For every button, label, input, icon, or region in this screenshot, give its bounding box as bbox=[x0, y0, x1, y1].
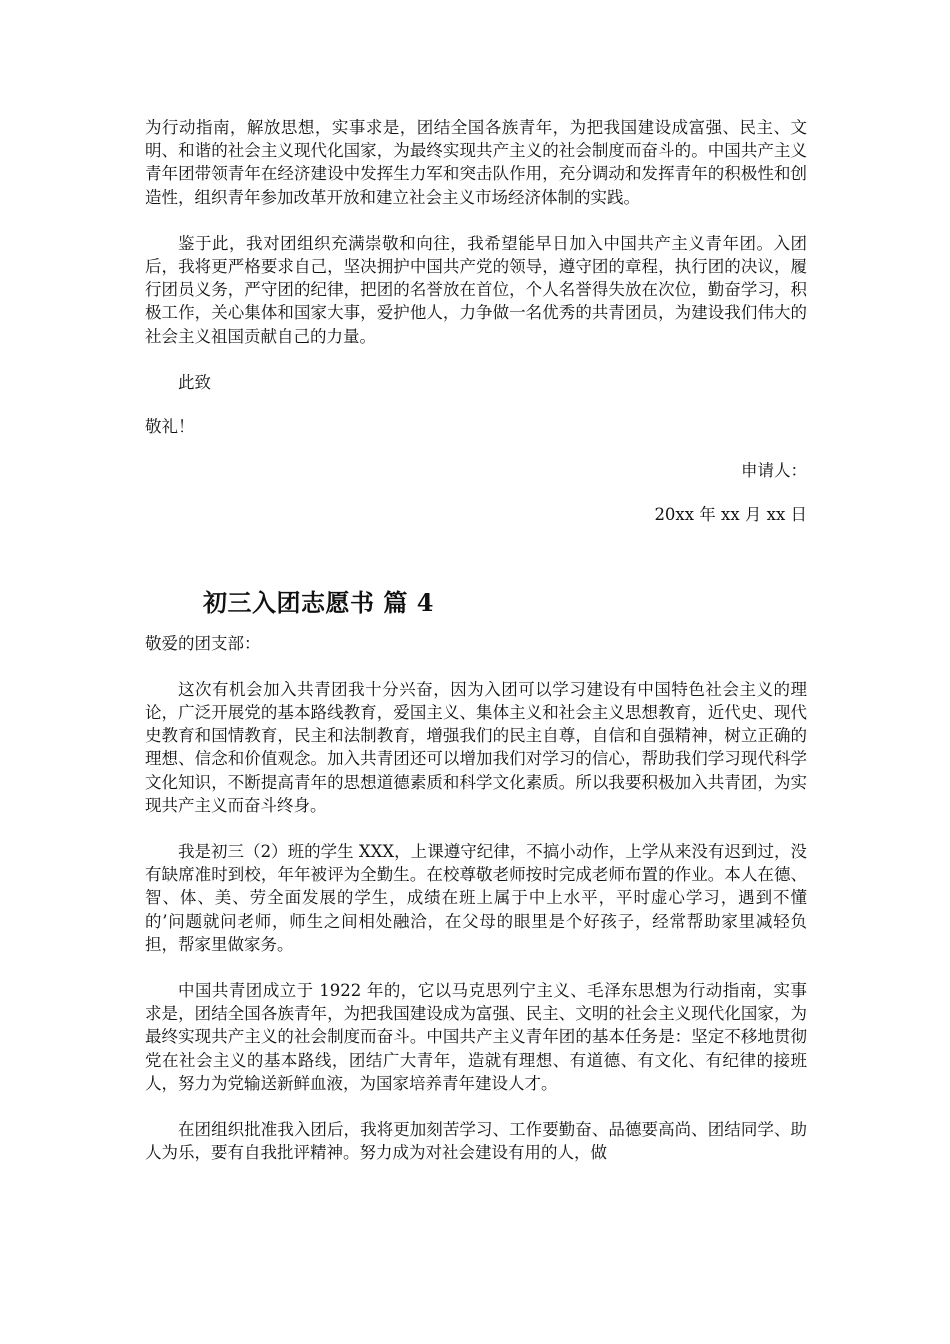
paragraph: 为行动指南，解放思想，实事求是，团结全国各族青年，为把我国建设成富强、民主、文明、和谐的社会主义现代化国家，为最终实现共产主义的社会制度而奋斗的。中国共产主义青年团带领青年在经济建设中发挥生力军和突击队作用，充分调动和发挥青年的积极性和创造性，组织青年参加改革开放和建立社会主义市场经济体制的实践。 bbox=[145, 118, 807, 207]
section-title: 初三入团志愿书 篇 4 bbox=[203, 587, 434, 617]
signature-line: 申请人： bbox=[741, 461, 807, 481]
date-line: 20xx 年 xx 月 xx 日 bbox=[654, 505, 807, 525]
salutation: 敬爱的团支部： bbox=[145, 633, 261, 653]
paragraph: 我是初三（2）班的学生 XXX，上课遵守纪律，不搞小动作，上学从来没有迟到过，没有缺席准时到校，年年被评为全勤生。在校尊敬老师按时完成老师布置的作业。本人在德、智、体、美、劳全面发展的学生，成绩在班上属于中上水平，平时虚心学习，遇到不懂的’问题就问老师，师生之间相处融洽，在父母的眼里是个好孩子，经常帮助家里减轻负担，帮家里做家务。 bbox=[145, 842, 807, 954]
paragraph: 这次有机会加入共青团我十分兴奋，因为入团可以学习建设有中国特色社会主义的理论，广泛开展党的基本路线教育，爱国主义、集体主义和社会主义思想教育，近代史、现代史教育和国情教育，民主和法制教育，增强我们的民主自尊，自信和自强精神，树立正确的理想、信念和价值观念。加入共青团还可以增加我们对学习的信心，帮助我们学习现代科学文化知识，不断提高青年的思想道德素质和科学文化素质。所以我要积极加入共青团，为实现共产主义而奋斗终身。 bbox=[145, 679, 807, 815]
document-page bbox=[145, 116, 807, 1165]
paragraph: 在团组织批准我入团后，我将更加刻苦学习、工作要勤奋、品德要高尚、团结同学、助人为乐，要有自我批评精神。努力成为对社会建设有用的人，做 bbox=[145, 1120, 807, 1163]
paragraph: 鉴于此，我对团组织充满崇敬和向往，我希望能早日加入中国共产主义青年团。入团后，我将更严格要求自己，坚决拥护中国共产党的领导，遵守团的章程，执行团的决议，履行团员义务，严守团的纪律，把团的名誉放在首位，个人名誉得失放在次位，勤奋学习，积极工作，关心集体和国家大事，爱护他人，力争做一名优秀的共青团员，为建设我们伟大的社会主义祖国贡献自己的力量。 bbox=[145, 233, 807, 346]
closing-line: 敬礼！ bbox=[145, 417, 195, 437]
closing-line: 此致 bbox=[178, 372, 211, 392]
paragraph: 中国共青团成立于 1922 年的，它以马克思列宁主义、毛泽东思想为行动指南，实事求是，团结全国各族青年，为把我国建设成为富强、民主、文明的社会主义现代化国家，为最终实现共产主义的社会制度而奋斗。中国共产主义青年团的基本任务是：坚定不移地贯彻党在社会主义的基本路线，团结广大青年，造就有理想、有道德、有文化、有纪律的接班人，努力为党输送新鲜血液，为国家培养青年建设人才。 bbox=[145, 981, 807, 1093]
